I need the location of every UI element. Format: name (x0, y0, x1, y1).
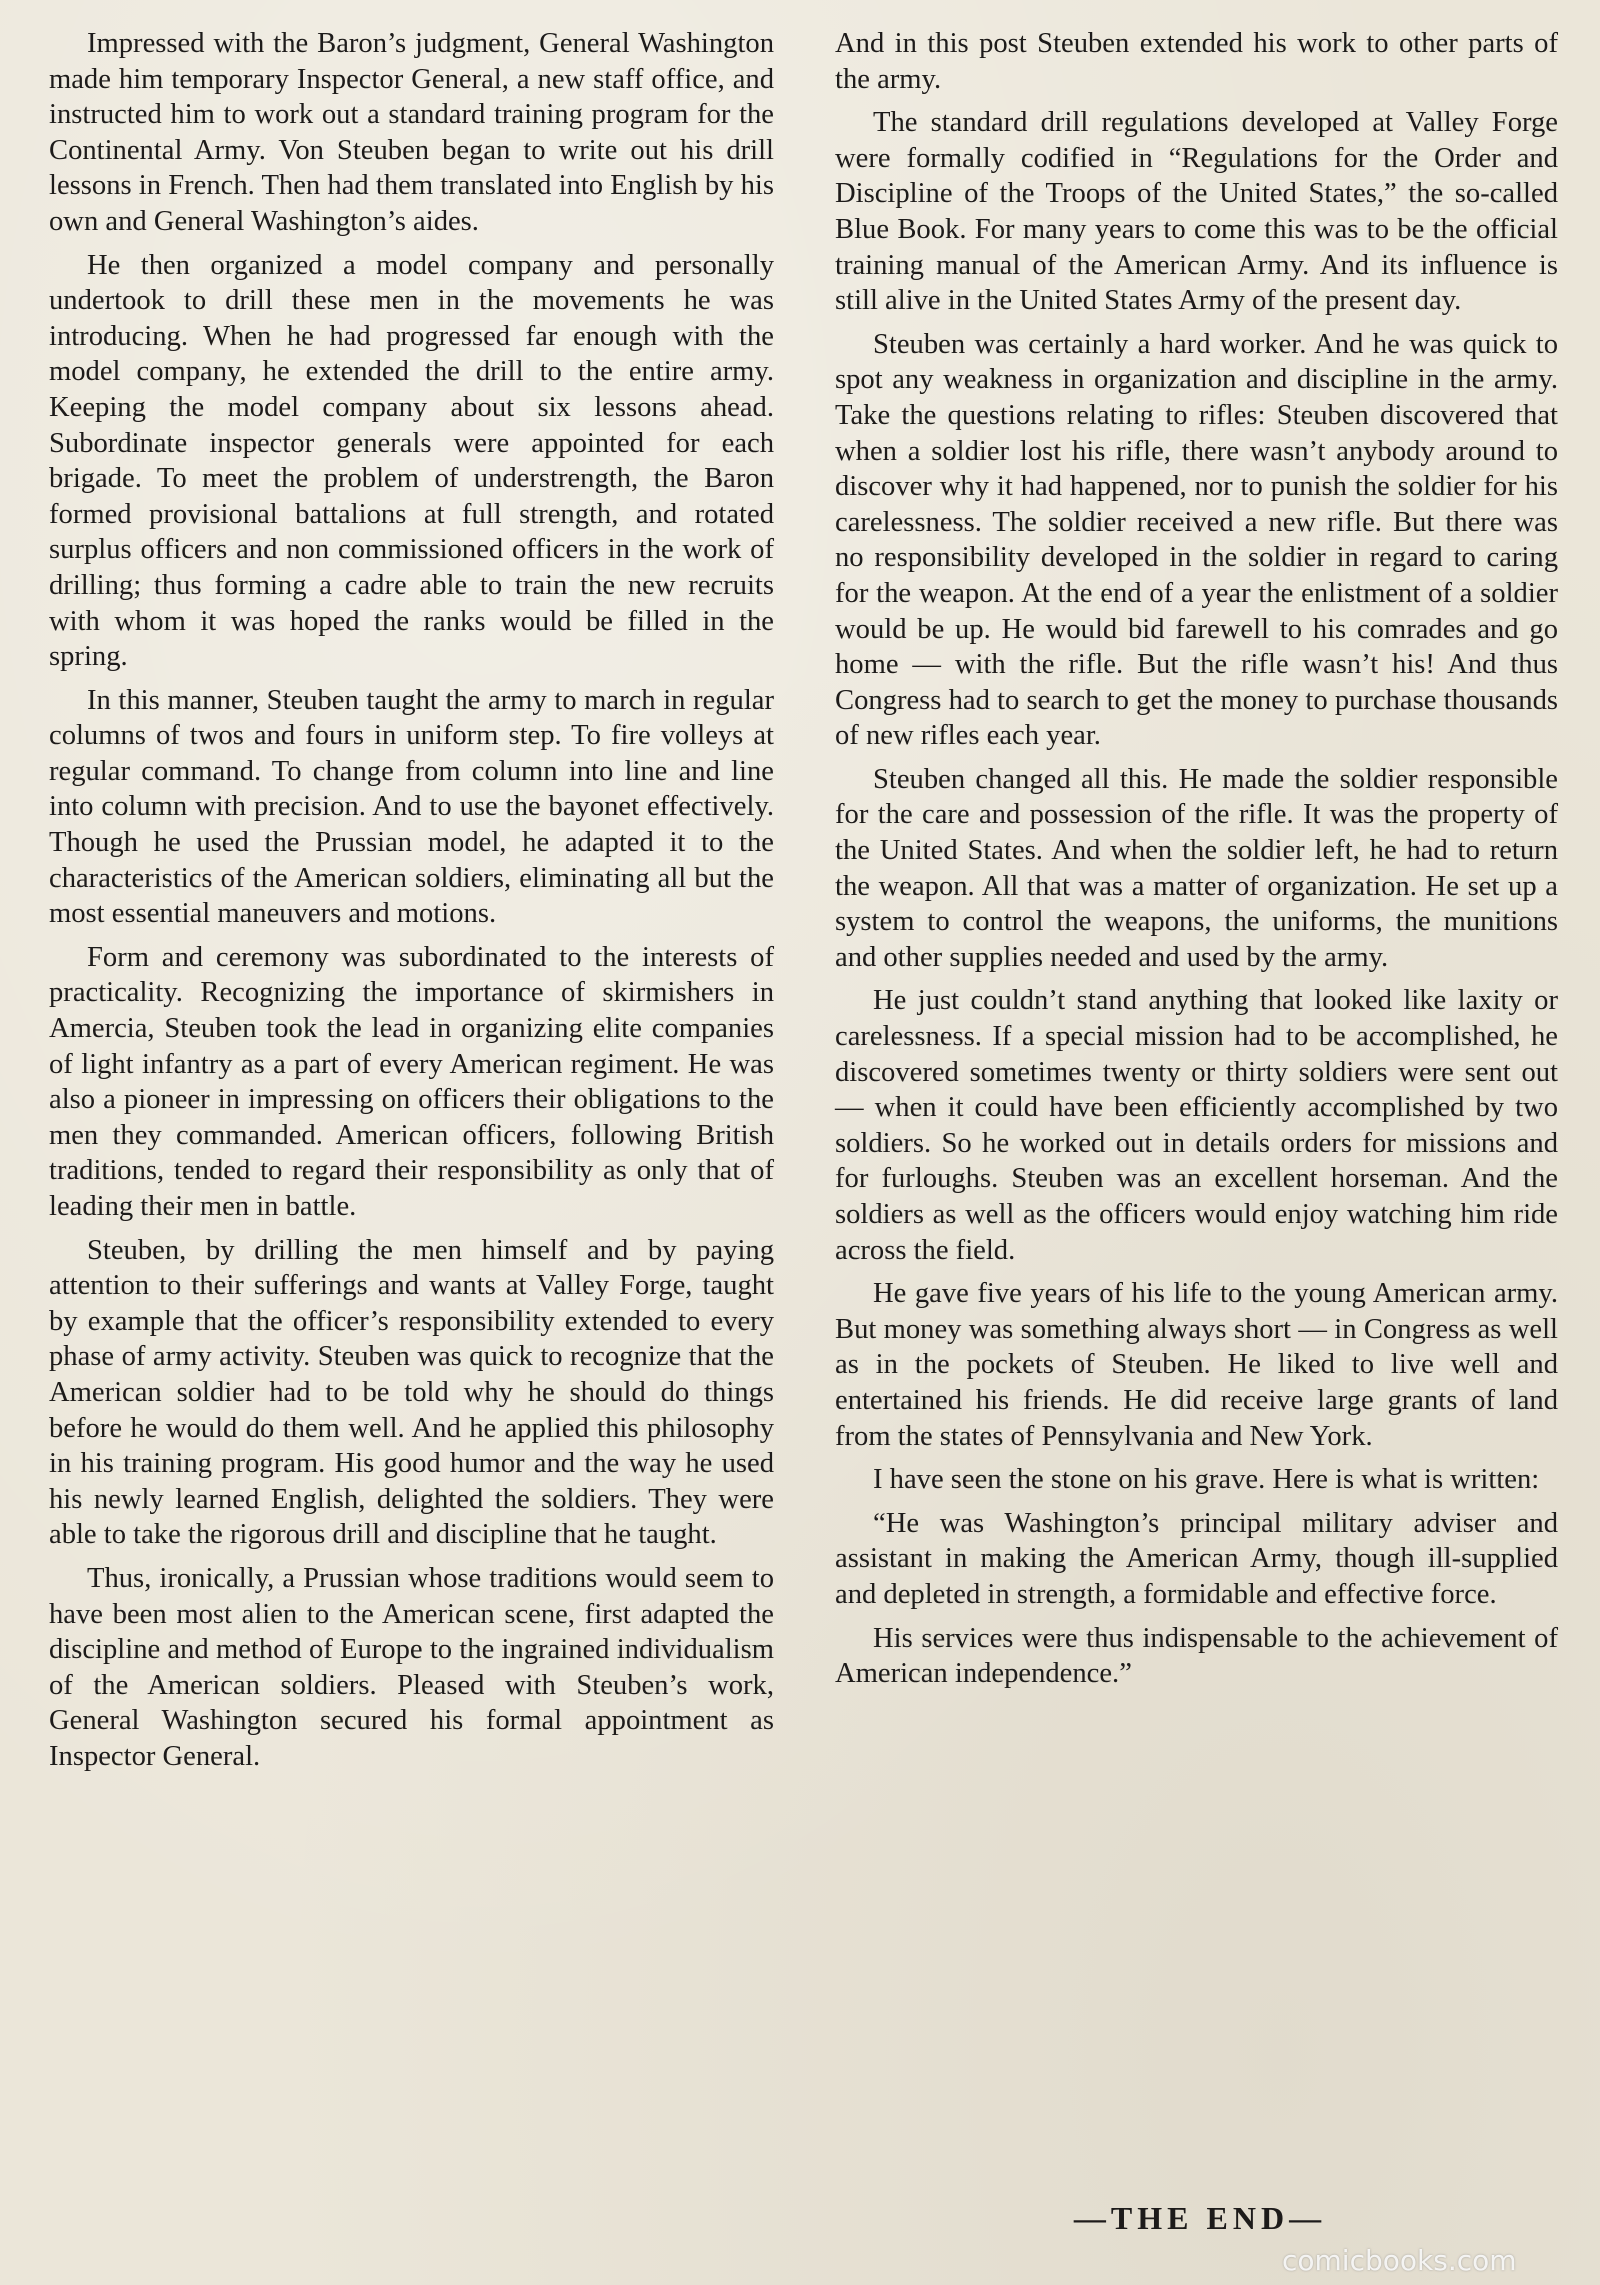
the-end-heading: —THE END— (1073, 2200, 1327, 2236)
paragraph: Thus, ironically, a Prussian whose traditions would seem to have been most alien to the American scene, first adapted the discipline and method of Europe to the ingrained individualism of the American soldiers. Pleased with Steuben’s work, General Washington secured his formal appointment as Inspector General. (49, 1562, 774, 1772)
paragraph: “He was Washington’s principal military adviser and assistant in making the American Army, though ill-supplied and depleted in strength, a formidable and effective force. (835, 1507, 1558, 1610)
left-column (49, 26, 774, 1783)
paragraph: His services were thus indispensable to the achievement of American independence.” (835, 1622, 1558, 1690)
paragraph: Impressed with the Baron’s judgment, General Washington made him temporary Inspector General, a new staff office, and instructed him to work out a standard training program for the Continental Army. Von Steuben began to write out his drill lessons in French. Then had them translated into English by his own and General Washington’s aides. (49, 28, 774, 237)
paragraph: I have seen the stone on his grave. Here is what is written: (873, 1464, 1540, 1496)
paragraph: Form and ceremony was subordinated to the interests of practicality. Recognizing the importance of skirmishers in Amercia, Steuben took the lead in organizing elite companies of light infantry as a part of every American regiment. He was also a pioneer in impressing on officers their obligations to the men they commanded. American officers, following British traditions, tended to regard their responsibility as only that of leading their men in battle. (49, 941, 774, 1222)
paragraph: Steuben, by drilling the men himself and by paying attention to their sufferings and wants at Valley Forge, taught by example that the officer’s responsibility extended to every phase of army activity. Steuben was quick to recognize that the American soldier had to be told why he should do things before he would do them well. And he applied this philosophy in his training program. His good humor and the way he used his newly learned English, delighted the soldiers. They were able to take the rigorous drill and discipline that he taught. (49, 1234, 774, 1551)
paragraph: And in this post Steuben extended his work to other parts of the army. (835, 28, 1558, 95)
paragraph: He gave five years of his life to the young American army. But money was something always short — in Congress as well as in the pockets of Steuben. He liked to live well and entertained his friends. He did receive large grants of land from the states of Pennsylvania and New York. (835, 1278, 1558, 1452)
paragraph: The standard drill regulations developed at Valley Forge were formally codified in “Regulations for the Order and Discipline of the Troops of the United States,” the so-called Blue Book. For many years to come this was to be the official training manual of the American Army. And its influence is still alive in the United States Army of the present day. (835, 107, 1558, 317)
paragraph: Steuben was certainly a hard worker. And he was quick to spot any weakness in organization and discipline in the army. Take the questions relating to rifles: Steuben discovered that when a soldier lost his rifle, there wasn’t anybody around to discover why it had happened, nor to punish the soldier for his carelessness. The soldier received a new rifle. But there was no responsibility developed in the soldier in regard to caring for the weapon. At the end of a year the enlistment of a soldier would be up. He would bid farewell to his comrades and go home — with the rifle. But the rifle wasn’t his! And thus Congress had to search to get the money to purchase thousands of new rifles each year. (835, 328, 1558, 752)
watermark: comicbooks.com (1282, 2244, 1517, 2277)
right-column (835, 26, 1558, 1700)
paragraph: Steuben changed all this. He made the soldier responsible for the care and possession of the rifle. It was the property of the United States. And when the soldier left, he had to return the weapon. All that was a matter of organization. He set up a system to control the weapons, the uniforms, the munitions and other supplies needed and used by the army. (835, 763, 1558, 973)
paragraph: In this manner, Steuben taught the army to march in regular columns of twos and fours in uniform step. To fire volleys at regular command. To change from column into line and line into column with precision. And to use the bayonet effectively. Though he used the Prussian model, he adapted it to the characteristics of the American soldiers, eliminating all but the most essential maneuvers and motions. (49, 684, 774, 930)
paragraph: He then organized a model company and personally undertook to drill these men in the movements he was introducing. When he had progressed far enough with the model company, he extended the drill to the entire army. Keeping the model company about six lessons ahead. Subordinate inspector generals were appointed for each brigade. To meet the problem of understrength, the Baron formed provisional battalions at full strength, and rotated surplus officers and non commissioned officers in the work of drilling; thus forming a cadre able to train the new recruits with whom it was hoped the ranks would be filled in the spring. (49, 249, 774, 673)
paragraph: He just couldn’t stand anything that looked like laxity or carelessness. If a special mission had to be accomplished, he discovered sometimes twenty or thirty soldiers were sent out — when it could have been efficiently accomplished by two soldiers. So he worked out in details orders for missions and for furloughs. Steuben was an excellent horseman. And the soldiers as well as the officers would enjoy watching him ride across the field. (835, 985, 1558, 1266)
